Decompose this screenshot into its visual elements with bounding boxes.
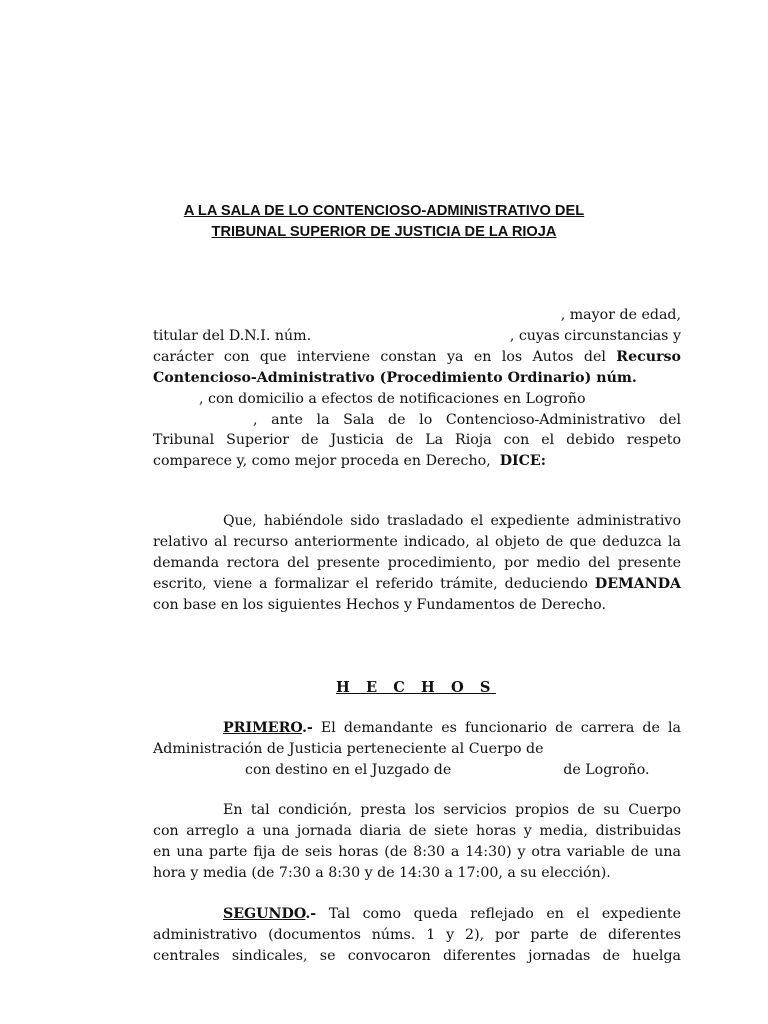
intro-line-6: , ante la Sala de lo Contencioso-Administrativo del bbox=[253, 411, 681, 428]
court-heading-line-2: TRIBUNAL SUPERIOR DE JUSTICIA DE LA RIOJA bbox=[211, 224, 557, 240]
comparece-text: comparece y, como mejor proceda en Derecho, bbox=[153, 453, 491, 470]
condicion-line-4: hora y media (de 7:30 a 8:30 y de 14:30 a 17:00, a su elección). bbox=[153, 864, 611, 881]
demanda-label: DEMANDA bbox=[594, 575, 682, 592]
procedimiento-label: Contencioso-Administrativo (Procedimiento Ordinario) núm. bbox=[153, 369, 637, 386]
intro-line-5: , con domicilio a efectos de notificaciones en Logroño bbox=[199, 390, 586, 407]
condicion-paragraph bbox=[153, 800, 681, 884]
dni-label: titular del D.N.I. núm. bbox=[153, 327, 312, 344]
logrono-text: de Logroño. bbox=[563, 761, 650, 778]
circunstancias-text: , cuyas circunstancias y bbox=[509, 327, 681, 344]
que-line-2: relativo al recurso anteriormente indicado, al objeto de que deduzca la bbox=[153, 533, 681, 550]
segundo-line-1-text: Tal como queda reflejado en el expediente bbox=[328, 906, 681, 922]
juzgado-text: con destino en el Juzgado de bbox=[245, 761, 452, 778]
que-line-4 bbox=[153, 574, 681, 595]
primero-separator: .- bbox=[301, 720, 313, 736]
que-line-3: demanda rectora del presente procedimiento, por medio del presente bbox=[153, 554, 681, 571]
que-line-1 bbox=[153, 511, 681, 532]
condicion-line-1-text: En tal condición, presta los servicios propios de su Cuerpo bbox=[223, 802, 681, 818]
que-line-1-text: Que, habiéndole sido trasladado el expediente administrativo bbox=[223, 513, 681, 529]
que-line-5: con base en los siguientes Hechos y Fundamentos de Derecho. bbox=[153, 596, 606, 613]
recurso-label: Recurso bbox=[616, 348, 681, 365]
primero-paragraph bbox=[153, 718, 681, 781]
segundo-paragraph bbox=[153, 904, 681, 967]
court-heading-line-1: A LA SALA DE LO CONTENCIOSO-ADMINISTRATIVO DEL bbox=[183, 203, 585, 219]
segundo-line-1 bbox=[153, 904, 681, 925]
hechos-title: H E C H O S bbox=[336, 679, 496, 696]
segundo-line-2: administrativo (documentos núms. 1 y 2), por parte de diferentes bbox=[153, 926, 681, 943]
que-paragraph bbox=[153, 511, 681, 616]
condicion-line-2: con arreglo a una jornada diaria de siete horas y media, distribuidas bbox=[153, 822, 681, 839]
primero-line-3 bbox=[153, 760, 681, 781]
primero-line-2: Administración de Justicia perteneciente al Cuerpo de bbox=[153, 740, 544, 757]
condicion-line-1 bbox=[153, 800, 681, 821]
intro-line-8 bbox=[153, 451, 681, 472]
primero-line-1-text: El demandante es funcionario de carrera de la bbox=[320, 720, 681, 736]
condicion-line-3: en una parte fija de seis horas (de 8:30 a 14:30) y otra variable de una bbox=[153, 843, 681, 860]
intro-line-7: Tribunal Superior de Justicia de La Rioja con el debido respeto bbox=[153, 432, 681, 449]
intro-line-2 bbox=[153, 326, 681, 347]
intro-line-1: , mayor de edad, bbox=[560, 307, 681, 323]
autos-text: carácter con que interviene constan ya en los Autos del bbox=[153, 348, 606, 365]
primero-label: PRIMERO bbox=[223, 720, 302, 736]
dice-label: DICE: bbox=[499, 453, 546, 470]
segundo-line-3: centrales sindicales, se convocaron diferentes jornadas de huelga bbox=[153, 947, 681, 964]
segundo-label: SEGUNDO bbox=[223, 906, 306, 922]
intro-paragraph bbox=[153, 305, 681, 472]
primero-line-1 bbox=[153, 718, 681, 739]
que-line-4-text: escrito, viene a formalizar el referido trámite, deduciendo bbox=[153, 575, 588, 592]
intro-line-3 bbox=[153, 347, 681, 368]
segundo-separator: .- bbox=[305, 906, 317, 922]
